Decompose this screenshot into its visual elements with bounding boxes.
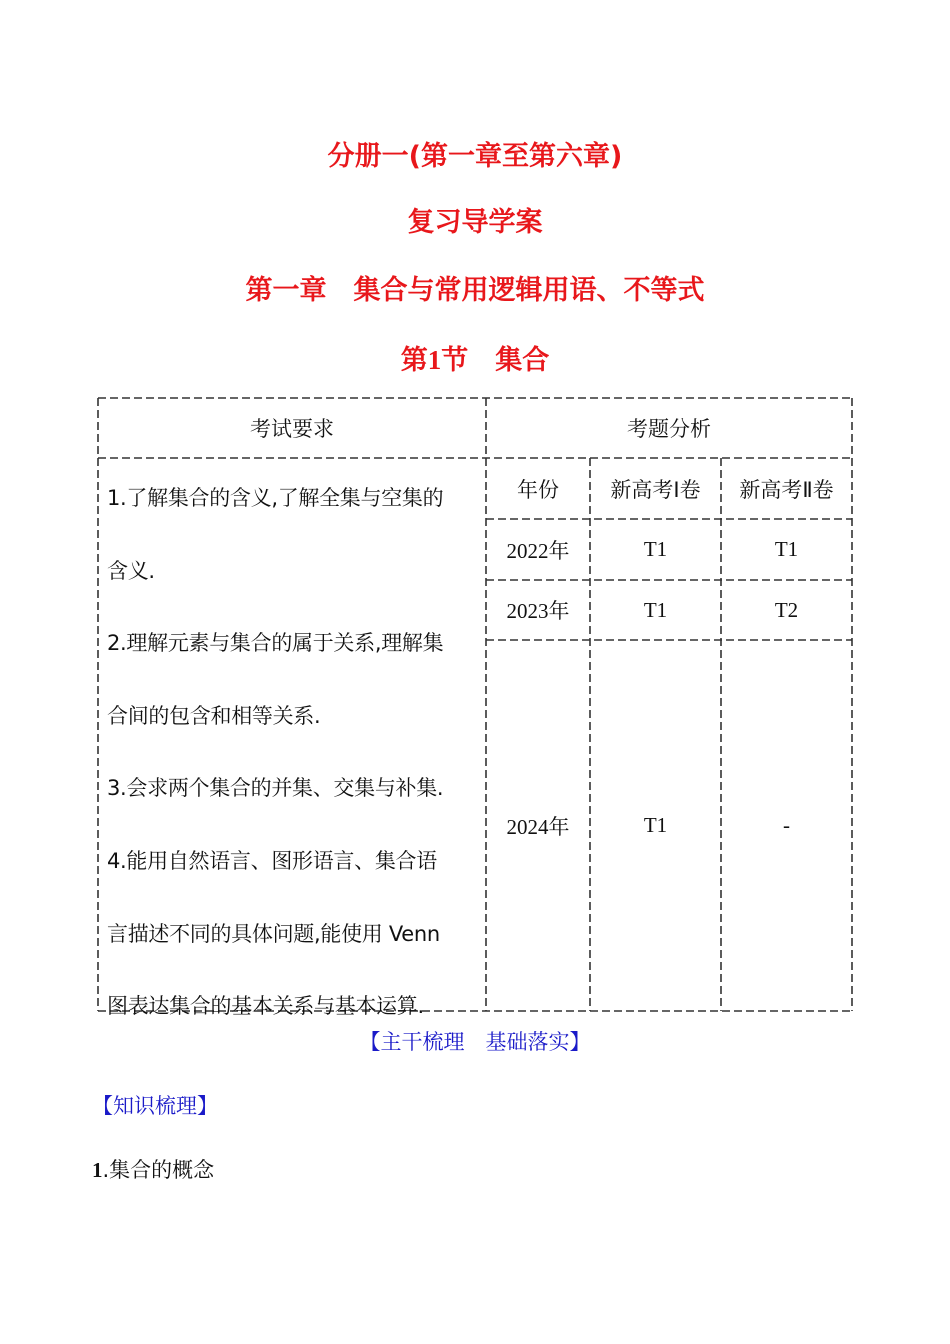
- col-paper-2: 新高考Ⅱ卷: [739, 477, 834, 502]
- section-suffix: 节 集合: [441, 345, 550, 376]
- row-2022-paper-1: T1: [643, 537, 668, 561]
- requirement-line: 4.能用自然语言、图形语言、集合语: [107, 848, 437, 873]
- row-2024-paper-1: T1: [643, 813, 668, 837]
- row-2022-paper-2: T1: [774, 537, 799, 561]
- requirement-line: 图表达集合的基本关系与基本运算.: [107, 994, 424, 1019]
- knowledge-heading: 【知识梳理】: [92, 1094, 218, 1118]
- concept-number: 1: [92, 1158, 103, 1182]
- requirement-line: 2.理解元素与集合的属于关系,理解集: [107, 631, 444, 656]
- row-2024-paper-2: -: [783, 813, 790, 837]
- col-year: 年份: [517, 477, 559, 502]
- row-2023-paper-1: T1: [643, 597, 668, 622]
- header-exam-requirements: 考试要求: [250, 417, 334, 441]
- concept-text: .集合的概念: [102, 1158, 215, 1182]
- row-2023-paper-2: T2: [774, 597, 799, 622]
- requirement-line: 1.了解集合的含义,了解全集与空集的: [107, 486, 444, 510]
- requirement-line: 3.会求两个集合的并集、交集与补集.: [107, 776, 444, 801]
- volume-title: 分册一(第一章至第六章): [327, 141, 623, 172]
- section-number: 1: [427, 345, 442, 375]
- chapter-title: 第一章 集合与常用逻辑用语、不等式: [245, 275, 705, 306]
- row-2022-year: 2022年: [506, 538, 570, 563]
- row-2024-year: 2024年: [506, 814, 570, 839]
- requirement-line: 言描述不同的具体问题,能使用 Venn: [107, 921, 440, 946]
- guide-title: 复习导学案: [407, 207, 543, 238]
- concept-heading: [92, 1154, 214, 1184]
- requirement-line: 合间的包含和相等关系.: [107, 703, 321, 728]
- section-prefix: 第: [400, 345, 428, 376]
- section-banner: 【主干梳理 基础落实】: [359, 1030, 591, 1054]
- requirement-line: 含义.: [107, 558, 155, 583]
- header-exam-analysis: 考题分析: [627, 417, 711, 441]
- col-paper-1: 新高考Ⅰ卷: [610, 477, 701, 502]
- row-2023-year: 2023年: [506, 599, 570, 623]
- requirements-text: [107, 462, 481, 1043]
